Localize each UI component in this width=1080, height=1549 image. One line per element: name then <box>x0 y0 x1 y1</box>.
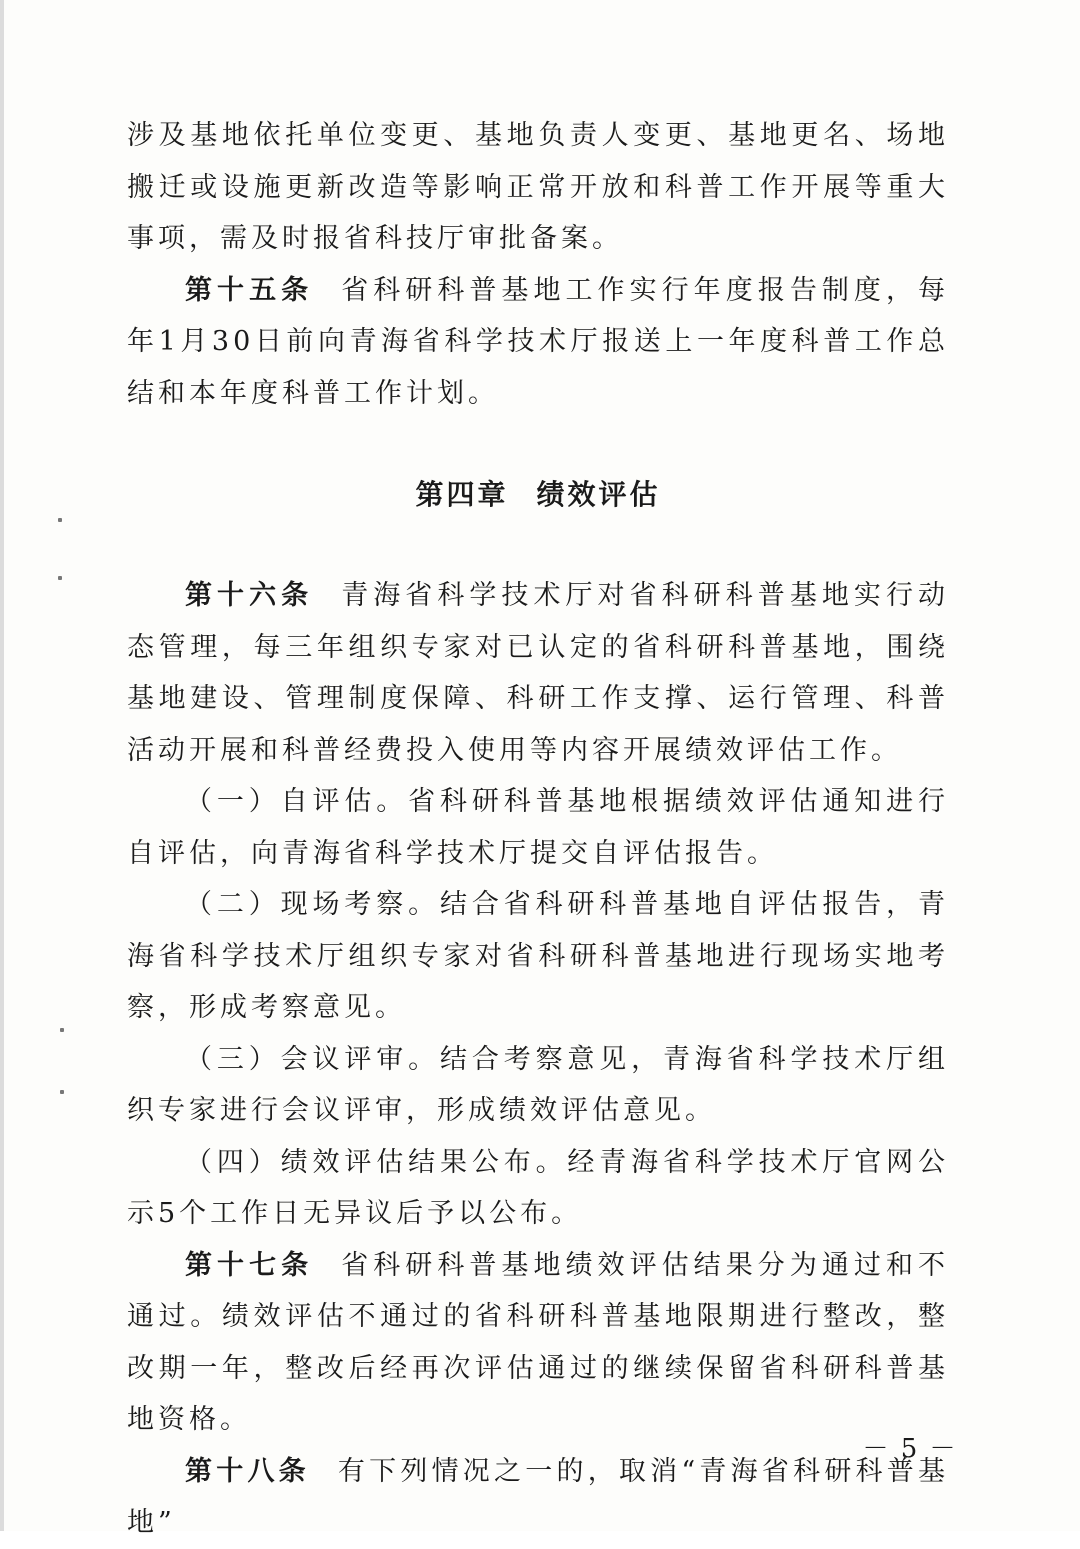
paragraph-text: 有下列情况之一的，取消“青海省科研科普基地” <box>127 1455 949 1538</box>
article-number: 第十六条 <box>185 580 314 611</box>
page-number: － 5 － <box>862 1434 958 1464</box>
paragraph-text: 省科研科普基地绩效评估结果分为通过和不通过。绩效评估不通过的省科研科普基地限期进行整改，整改期一年，整改后经再次评估通过的继续保留省科研科普基地资格。 <box>127 1249 950 1435</box>
paragraph-text: （一）自评估。省科研科普基地根据绩效评估通知进行自评估，向青海省科学技术厅提交自评估报告。 <box>127 786 949 869</box>
paragraph-text: （二）现场考察。结合省科研科普基地自评估报告，青海省科学技术厅组织专家对省科研科普基地进行现场实地考察，形成考察意见。 <box>127 889 949 1023</box>
article-15 <box>127 265 949 420</box>
chapter-heading <box>127 419 949 570</box>
paragraph-text: 涉及基地依托单位变更、基地负责人变更、基地更名、场地搬迁或设施更新改造等影响正常开放和科普工作开展等重大事项，需及时报省科技厅审批备案。 <box>127 120 949 254</box>
scan-speck <box>58 518 62 522</box>
paragraph-text: （四）绩效评估结果公布。经青海省科学技术厅官网公示5个工作日无异议后予以公布。 <box>127 1146 949 1229</box>
article-17 <box>127 1240 949 1446</box>
list-item-meeting-review <box>127 1034 949 1137</box>
paragraph-text: （三）会议评审。结合考察意见，青海省科学技术厅组织专家进行会议评审，形成绩效评估意见。 <box>127 1043 949 1126</box>
paragraph-text: 省科研科普基地工作实行年度报告制度，每年1月30日前向青海省科学技术厅报送上一年度科普工作总结和本年度科普工作计划。 <box>127 274 950 409</box>
chapter-title: 绩效评估 <box>536 478 661 511</box>
article-number: 第十五条 <box>185 274 314 306</box>
article-16 <box>127 570 949 776</box>
paragraph-continued <box>127 110 949 265</box>
list-item-site-inspection <box>127 879 949 1034</box>
scan-speck <box>58 576 62 580</box>
paragraph-text: 青海省科学技术厅对省科研科普基地实行动态管理，每三年组织专家对已认定的省科研科普基地，围绕基地建设、管理制度保障、科研工作支撑、运行管理、科普活动开展和科普经费投入使用等内容开展绩效评估工作。 <box>127 580 950 766</box>
scan-speck <box>60 1090 64 1094</box>
document-body <box>127 110 949 1549</box>
page-edge <box>0 0 4 1531</box>
article-number: 第十七条 <box>185 1249 314 1281</box>
list-item-result-publication <box>127 1137 949 1240</box>
chapter-number: 第四章 <box>415 478 509 511</box>
article-18 <box>127 1446 949 1549</box>
article-number: 第十八条 <box>185 1455 310 1487</box>
scan-speck <box>60 1028 64 1032</box>
list-item-self-evaluation <box>127 776 949 879</box>
